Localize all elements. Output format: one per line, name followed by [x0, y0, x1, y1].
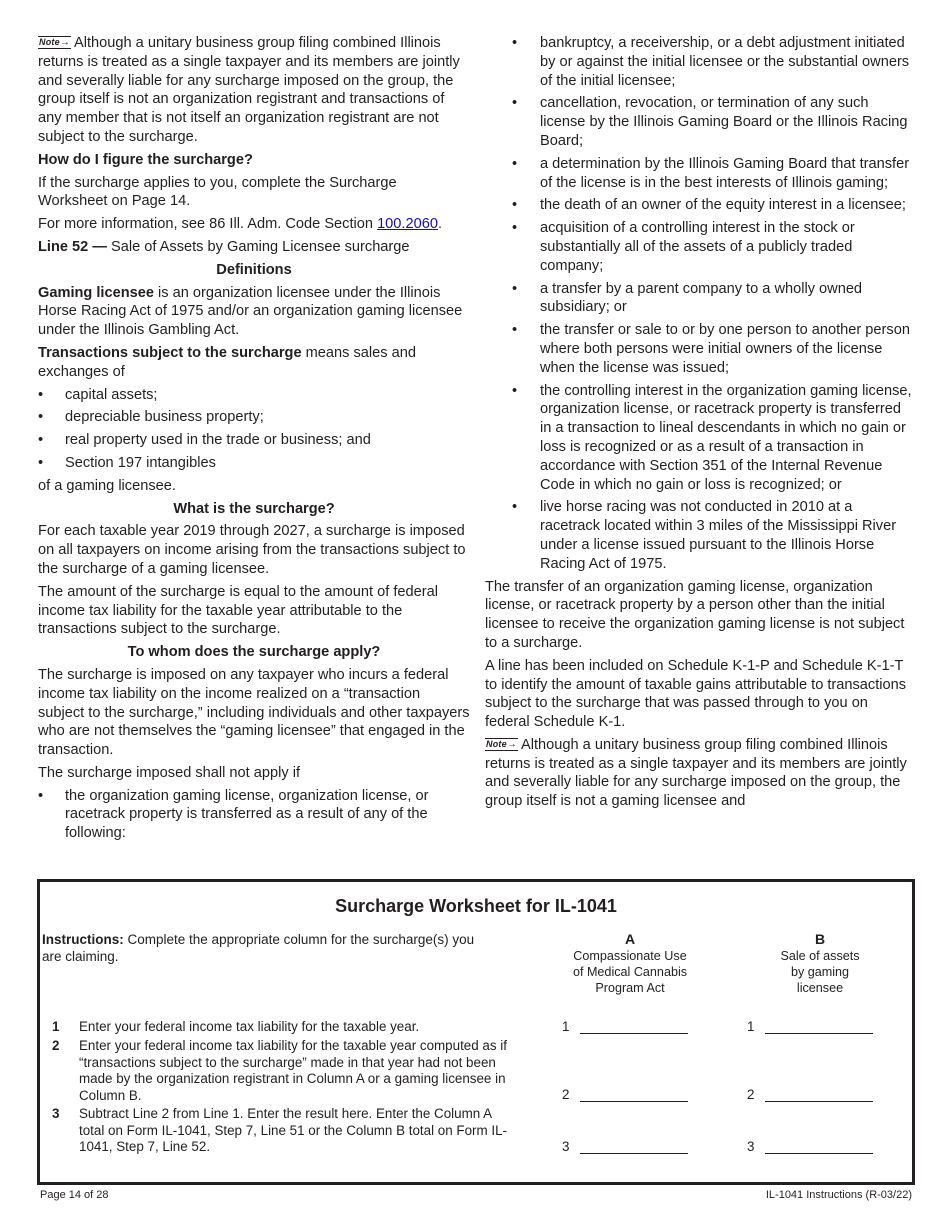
- paragraph-of-gaming: of a gaming licensee.: [38, 477, 176, 494]
- exceptions-list: [485, 34, 915, 574]
- paragraph-applies: If the surcharge applies to you, complete the Surcharge Worksheet on Page 14.: [38, 174, 397, 210]
- list-item: • a transfer by a parent company to a wholly owned subsidiary; or: [485, 280, 915, 318]
- paragraph-what-1: For each taxable year 2019 through 2027, a surcharge is imposed on all taxpayers on income arising from the transactions subject to the surcharge of a gaming licensee.: [38, 523, 466, 577]
- heading-figure: How do I figure the surcharge?: [38, 151, 253, 168]
- line-1-column-a-field[interactable]: 1: [562, 1019, 688, 1035]
- list-item: • bankruptcy, a receivership, or a debt adjustment initiated by or against the initial licensee or the substantial owners of the initial licensee;: [485, 34, 915, 90]
- heading-whom: To whom does the surcharge apply?: [127, 644, 381, 661]
- worksheet-title: Surcharge Worksheet for IL-1041: [335, 896, 617, 916]
- line-2-column-a-field[interactable]: 2: [562, 1087, 688, 1103]
- column-b-header: B Sale of assets by gaming licensee: [780, 931, 860, 995]
- paragraph-whom-1: The surcharge is imposed on any taxpayer who incurs a federal income tax liability on the income realized on a “transaction subject to the surcharge,” including individuals and other taxpayers who are not themselves the “gaming licensee” that engaged in the transaction.: [38, 666, 470, 759]
- list-item: • the transfer or sale to or by one person to another person where both persons were initial owners of the license when the license was issued;: [485, 321, 915, 377]
- list-item: • the controlling interest in the organization gaming license, organization license, or racetrack property is transferred in a transaction to lineal descendants in which no gain or loss is recognized or as a result of a transaction in accordance with Section 351 of the Internal Revenue Code in which no gain or loss is recognized; or: [485, 382, 915, 495]
- form-revision: IL-1041 Instructions (R-03/22): [765, 1189, 912, 1201]
- line-3-column-a-field[interactable]: 3: [562, 1139, 688, 1155]
- list-item: • the death of an owner of the equity interest in a licensee;: [485, 196, 915, 215]
- heading-definitions: Definitions: [216, 261, 292, 278]
- left-column: [38, 34, 470, 847]
- paragraph-more-info: For more information, see 86 Ill. Adm. Code Section 100.2060.: [38, 216, 442, 233]
- list-item: • depreciable business property;: [38, 408, 470, 427]
- surcharge-worksheet: Surcharge Worksheet for IL-1041 Instructions: Complete the appropriate column for the surcharge(s) you are claiming. A Compassionate Use of Medical Cannabis Program Act B Sale of assets by gaming licensee 1 Enter your federal income tax liability for the taxable year. 2 Enter your federal income tax liability for the taxable year computed as if “transactions subject to the surcharge” made in that year had not been made by the organization registrant in Column A or a gaming licensee in Column B. 3 Subtract Line 2 from Line 1. Enter the result here. Enter the Column A total on Form IL-1041, Step 7, Line 51 or the Column B total on Form IL-1041, Step 7, Line 52. 1 1 2 2 3 3: [37, 879, 915, 1185]
- line-1-column-b-field[interactable]: 1: [747, 1019, 873, 1035]
- line-3-column-b-field[interactable]: 3: [747, 1139, 873, 1155]
- exceptions-intro-list: [38, 787, 470, 843]
- note-paragraph: Note→ Although a unitary business group filing combined Illinois returns is treated as a single taxpayer and its members are jointly and severally liable for any surcharge imposed on the group, the group itself is not an organization registrant and transactions of any member that is not itself an organization registrant are not subject to the surcharge.: [38, 35, 460, 145]
- note-paragraph-2: Note→ Although a unitary business group filing combined Illinois returns is treated as a single taxpayer and its members are jointly and severally liable for any surcharge imposed on the group, the group itself is not a gaming licensee and: [485, 736, 907, 810]
- transactions-list: [38, 386, 470, 473]
- worksheet-instructions: Instructions: Complete the appropriate column for the surcharge(s) you are claiming.: [42, 932, 475, 964]
- definition-transactions: Transactions subject to the surcharge means sales and exchanges of: [38, 344, 416, 380]
- list-item: • acquisition of a controlling interest in the stock or substantially all of the assets of a publicly traded company;: [485, 219, 915, 275]
- list-item: • the organization gaming license, organization license, or racetrack property is transferred as a result of any of the following:: [38, 787, 470, 843]
- note-icon: Note→: [39, 37, 71, 48]
- paragraph-what-2: The amount of the surcharge is equal to the amount of federal income tax liability for the taxable year attributable to the transactions subject to the surcharge.: [38, 583, 438, 638]
- list-item: • real property used in the trade or business; and: [38, 431, 470, 450]
- paragraph-whom-2: The surcharge imposed shall not apply if: [38, 764, 301, 781]
- list-item: • live horse racing was not conducted in 2010 at a racetrack located within 3 miles of the Mississippi River under a license issued pursuant to the Illinois Horse Racing Act of 1975.: [485, 498, 915, 573]
- list-item: • cancellation, revocation, or termination of any such license by the Illinois Gaming Board or the Illinois Racing Board;: [485, 94, 915, 150]
- heading-what: What is the surcharge?: [173, 500, 335, 517]
- code-section-link[interactable]: 100.2060: [377, 216, 438, 233]
- line-52-heading: Line 52 — Sale of Assets by Gaming Licensee surcharge: [38, 238, 410, 255]
- paragraph-transfer: The transfer of an organization gaming license, organization license, or racetrack property by a person other than the initial licensee to receive the organization gaming license is not subject to a surcharge.: [485, 578, 905, 651]
- column-a-header: A Compassionate Use of Medical Cannabis Program Act: [572, 931, 688, 995]
- list-item: • capital assets;: [38, 386, 470, 405]
- note-icon: Note→: [486, 738, 518, 750]
- list-item: • a determination by the Illinois Gaming Board that transfer of the license is in the best interests of Illinois gaming;: [485, 155, 915, 193]
- definition-gaming-licensee: Gaming licensee is an organization licensee under the Illinois Horse Racing Act of 1975 and/or an organization gaming licensee under the Illinois Gambling Act.: [38, 284, 463, 339]
- paragraph-k1: A line has been included on Schedule K-1-P and Schedule K-1-T to identify the amount of taxable gains attributable to transactions subject to the surcharge that was passed through to you on federal Schedule K-1.: [485, 657, 907, 731]
- page-number: Page 14 of 28: [40, 1189, 109, 1201]
- list-item: • Section 197 intangibles: [38, 454, 470, 473]
- line-2-column-b-field[interactable]: 2: [747, 1087, 873, 1103]
- right-column: [485, 34, 915, 815]
